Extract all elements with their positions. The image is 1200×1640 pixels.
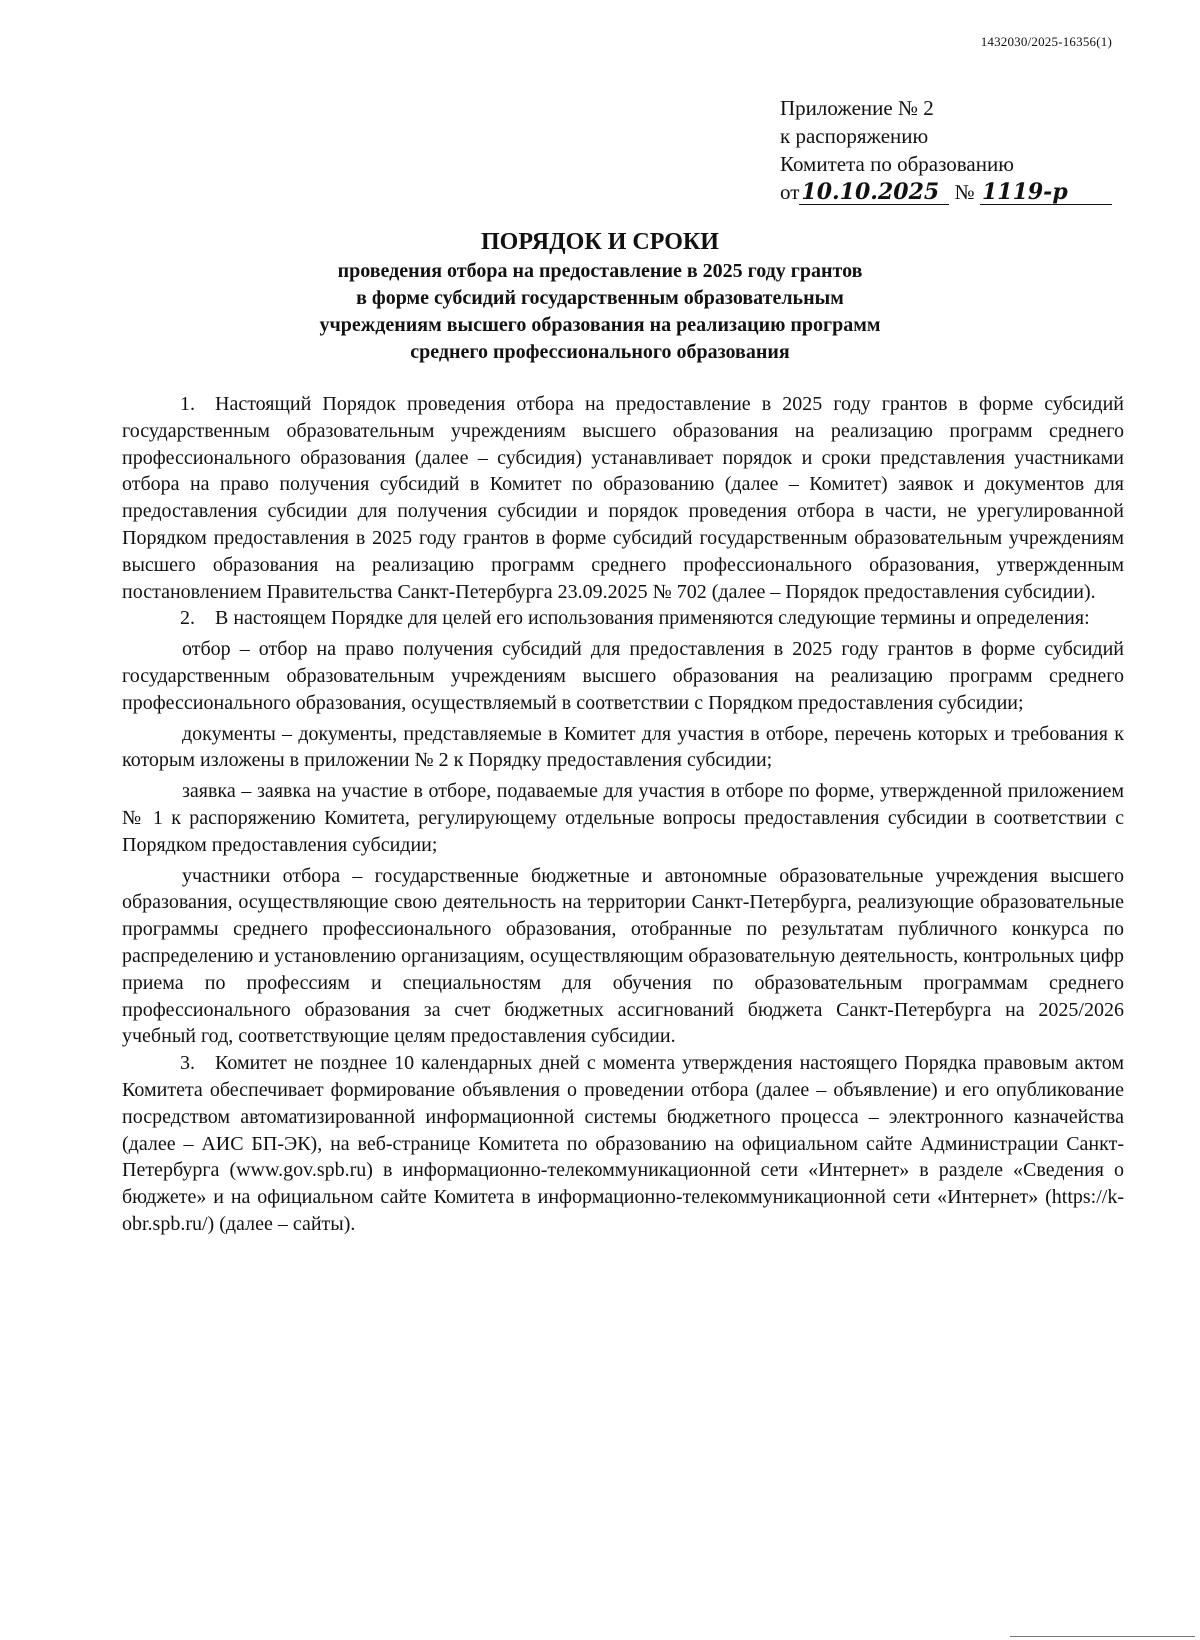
term-documents: документы – документы, представляемые в Комитет для участия в отборе, перечень которых и требования к которым изложены в приложении № 2 к Порядку предоставления субсидии;	[122, 722, 1124, 772]
appendix-committee: Комитета по образованию	[780, 152, 1014, 176]
term-selection: отбор – отбор на право получения субсидий для предоставления в 2025 году грантов в форме субсидий государственным образовательным учреждениям высшего образования на реализацию программ среднего профессионального образования, осуществляемый в соответствии с Порядком предоставления субсидии;	[122, 638, 1124, 714]
title-line-1: проведения отбора на предоставление в 2025 году грантов	[337, 260, 863, 282]
title-line-3: учреждениям высшего образования на реализацию программ	[319, 314, 881, 336]
title-line-2: в форме субсидий государственным образовательным	[356, 287, 844, 309]
term-application: заявка – заявка на участие в отборе, подаваемые для участия в отборе по форме, утвержденной приложением № 1 к распоряжению Комитета, регулирующему отдельные вопросы предоставления субсидии в соответствии с Порядком предоставления субсидии;	[122, 780, 1124, 856]
appendix-date-number-line	[780, 178, 1112, 206]
document-registration-number: 1432030/2025-16356(1)	[980, 34, 1112, 49]
paragraph-3: 3. Комитет не позднее 10 календарных дней с момента утверждения настоящего Порядка правовым актом Комитета обеспечивает формирование объявления о проведении отбора (далее – объявление) и его опубликование посредством автоматизированной информационной системы бюджетного процесса – электронного казначейства (далее – АИС БП-ЭК), на веб-странице Комитета по образованию на официальном сайте Администрации Санкт-Петербурга (www.gov.spb.ru) в информационно-телекоммуникационной сети «Интернет» в разделе «Сведения о бюджете» и на официальном сайте Комитета в информационно-телекоммуникационной сети «Интернет» (https://k-obr.spb.ru/) (далее – сайты).	[122, 1052, 1124, 1235]
appendix-block	[780, 94, 1112, 206]
document-title	[0, 226, 1200, 366]
document-body	[122, 391, 1124, 1238]
handwritten-date: 10.10.2025	[799, 180, 949, 205]
term-participants: участники отбора – государственные бюджетные и автономные образовательные учреждения высшего образования, осуществляющие свою деятельность на территории Санкт-Петербурга, реализующие образовательные программы среднего профессионального образования, отобранные по результатам публичного конкурса по распределению и установлению организациям, осуществляющим образовательную деятельность, контрольных цифр приема по профессиям и специальностям для обучения по образовательным программам среднего профессионального образования за счет бюджетных ассигнований бюджета Санкт-Петербурга на 2025/2026 учебный год, соответствующие целям предоставления субсидии.	[122, 864, 1124, 1048]
handwritten-order-number: 1119-р	[980, 180, 1112, 205]
from-label: от	[780, 180, 800, 204]
title-main: ПОРЯДОК И СРОКИ	[481, 229, 719, 255]
page-edge-line	[1010, 1636, 1195, 1637]
appendix-number: Приложение № 2	[780, 96, 934, 120]
number-label: №	[954, 180, 975, 204]
paragraph-1: 1. Настоящий Порядок проведения отбора на предоставление в 2025 году грантов в форме субсидий государственным образовательным учреждениям высшего образования на реализацию программ среднего профессионального образования (далее – субсидия) устанавливает порядок и сроки представления участниками отбора на право получения субсидий в Комитет по образованию (далее – Комитет) заявок и документов для предоставления субсидии для получения субсидии и порядок проведения отбора в части, не урегулированной Порядком предоставления в 2025 году грантов в форме субсидий государственным образовательным учреждениям высшего образования на реализацию программ среднего профессионального образования, утвержденным постановлением Правительства Санкт-Петербурга 23.09.2025 № 702 (далее – Порядок предоставления субсидии).	[122, 393, 1124, 603]
appendix-to-order: к распоряжению	[780, 124, 929, 148]
title-line-4: среднего профессионального образования	[410, 341, 790, 363]
paragraph-2: 2. В настоящем Порядке для целей его использования применяются следующие термины и определения:	[180, 607, 1090, 630]
